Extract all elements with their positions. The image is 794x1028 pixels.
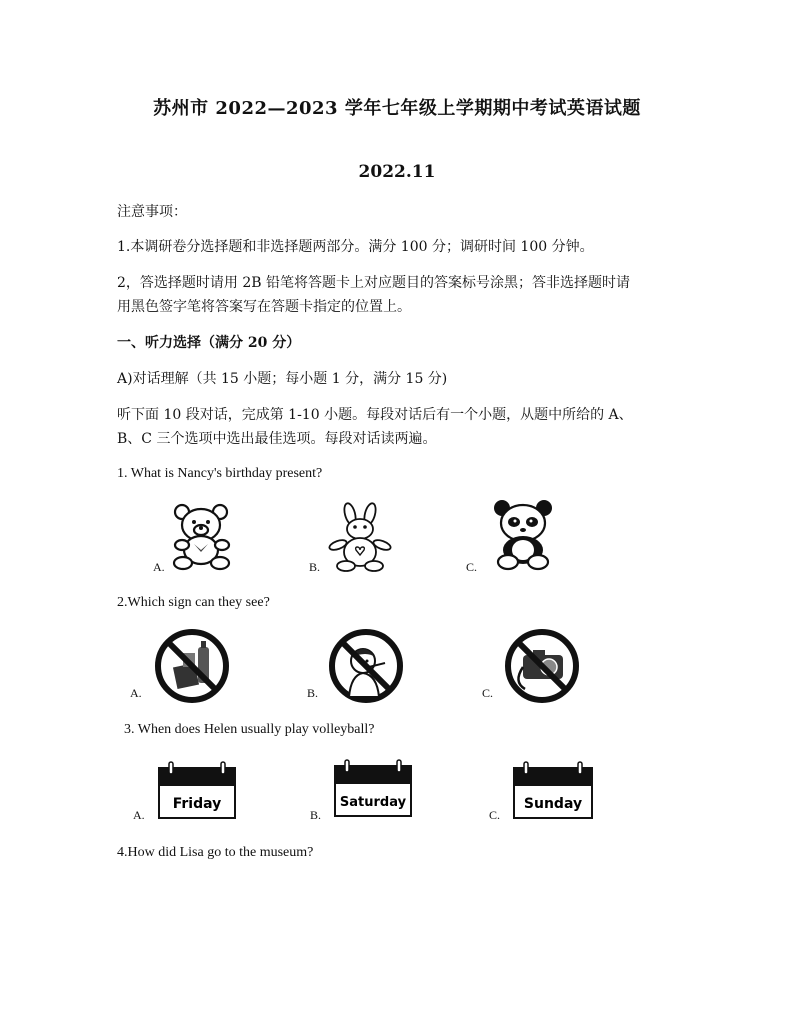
question-4-text: 4.How did Lisa go to the museum?	[117, 845, 314, 860]
q2-option-c-label: C.	[482, 686, 494, 700]
panda-toy-icon	[486, 498, 560, 572]
question-3-text: 3. When does Helen usually play volleyball?	[124, 722, 375, 737]
calendar-sunday-icon	[512, 760, 594, 822]
question-2-text: 2.Which sign can they see?	[117, 595, 270, 610]
q1-option-b-label: B.	[309, 560, 321, 574]
notice-item-2-line-2: 用黑色签字笔将答案写在答题卡指定的位置上。	[117, 299, 411, 315]
q1-option-c-label: C.	[466, 560, 478, 574]
q3-option-a-label: A.	[133, 808, 145, 822]
instructions-line-1: 听下面 10 段对话，完成第 1-10 小题。每段对话后有一个小题，从题中所给的 A、	[117, 407, 633, 423]
rabbit-toy-icon	[326, 502, 394, 574]
page-title: 苏州市 2022—2023 学年七年级上学期期中考试英语试题	[153, 98, 641, 119]
notice-heading: 注意事项：	[117, 204, 187, 220]
calendar-saturday-icon	[333, 758, 413, 820]
no-drinks-sign-icon	[153, 627, 231, 705]
part-a-heading: A)对话理解（共 15 小题；每小题 1 分，满分 15 分)	[117, 371, 448, 387]
notice-item-2-line-1: 2，答选择题时请用 2B 铅笔将答题卡上对应题目的答案标号涂黑；答非选择题时请	[117, 275, 631, 291]
calendar-day-label: Sunday	[523, 796, 583, 812]
calendar-day-label: Friday	[172, 796, 222, 812]
q2-option-a-label: A.	[130, 686, 142, 700]
section-heading: 一、听力选择（满分 20 分）	[117, 335, 301, 351]
q3-option-b-label: B.	[310, 808, 322, 822]
calendar-day-label: Saturday	[339, 795, 407, 810]
q1-option-a-label: A.	[153, 560, 165, 574]
q2-option-b-label: B.	[307, 686, 319, 700]
notice-item-1: 1.本调研卷分选择题和非选择题两部分。满分 100 分；调研时间 100 分钟。	[117, 239, 594, 255]
question-1-text: 1. What is Nancy's birthday present?	[117, 466, 323, 481]
instructions-line-2: B、C 三个选项中选出最佳选项。每段对话读两遍。	[117, 431, 437, 447]
exam-date: 2022.11	[358, 162, 436, 182]
no-smoking-sign-icon	[327, 627, 405, 705]
q3-option-c-label: C.	[489, 808, 501, 822]
calendar-friday-icon	[157, 760, 237, 822]
no-camera-sign-icon	[503, 627, 581, 705]
teddy-bear-icon	[168, 500, 238, 572]
